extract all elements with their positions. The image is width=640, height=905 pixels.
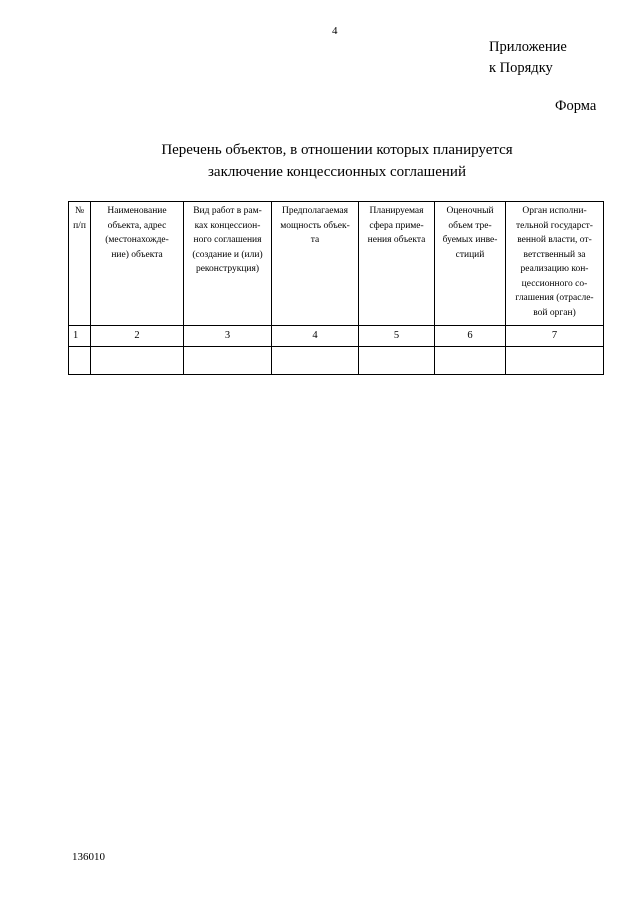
appendix-line-2: к Порядку (489, 60, 553, 76)
page-number: 4 (332, 25, 338, 37)
header-text: реконструкция) (195, 264, 260, 274)
header-text: ние) объекта (111, 249, 163, 260)
header-text: Планируемая (369, 206, 424, 216)
header-text: Оценочный (446, 206, 494, 216)
document-title (120, 139, 554, 183)
header-text: венной власти, от- (517, 235, 592, 245)
empty-cell (359, 347, 435, 375)
form-label: Форма (555, 98, 597, 114)
header-cell-authority (506, 202, 604, 326)
header-cell-work-type (184, 202, 272, 326)
appendix-note (489, 37, 567, 79)
header-text: № (74, 206, 85, 216)
header-text: Предполагаемая (281, 206, 349, 216)
header-text: объекта, адрес (107, 220, 167, 231)
header-text: (местонахожде- (105, 235, 169, 245)
empty-data-row (69, 347, 604, 375)
header-text: п/п (73, 220, 86, 231)
column-number-cell: 1 (69, 326, 91, 347)
header-cell-object-name (91, 202, 184, 326)
header-text: та (310, 235, 320, 245)
header-text: объем тре- (448, 220, 492, 231)
table-header-row (69, 202, 604, 326)
header-text: Наименование (107, 206, 167, 216)
header-text: мощность объек- (280, 220, 350, 231)
title-line-1: Перечень объектов, в отношении которых планируется (161, 142, 513, 158)
empty-cell (506, 347, 604, 375)
column-number-cell: 3 (184, 326, 272, 347)
header-text: ного соглашения (193, 235, 262, 245)
header-text: стиций (455, 249, 485, 260)
header-text: ках концессион- (194, 220, 261, 231)
header-text: тельной государст- (516, 220, 593, 231)
header-text: Орган исполни- (522, 206, 587, 216)
empty-cell (69, 347, 91, 375)
column-number-cell: 4 (272, 326, 359, 347)
column-number-cell: 7 (506, 326, 604, 347)
header-cell-investment (435, 202, 506, 326)
column-number-cell: 2 (91, 326, 184, 347)
header-text: буемых инве- (442, 235, 498, 245)
header-text: нения объекта (367, 235, 426, 245)
footer-code: 136010 (72, 851, 105, 863)
column-number-cell: 6 (435, 326, 506, 347)
column-number-cell: 5 (359, 326, 435, 347)
header-cell-application-area (359, 202, 435, 326)
header-text: цессионного со- (521, 278, 588, 289)
objects-table (68, 201, 604, 375)
header-text: глашения (отрасле- (515, 293, 594, 303)
header-text: Вид работ в рам- (193, 206, 262, 216)
appendix-line-1: Приложение (489, 39, 567, 55)
header-text: (создание и (или) (192, 249, 263, 260)
empty-cell (272, 347, 359, 375)
empty-cell (91, 347, 184, 375)
title-line-2: заключение концессионных соглашений (208, 164, 466, 180)
header-cell-capacity (272, 202, 359, 326)
empty-cell (184, 347, 272, 375)
header-text: реализацию кон- (520, 264, 589, 274)
header-text: сфера приме- (369, 220, 424, 231)
header-text: ветственный за (523, 249, 586, 260)
header-cell-number (69, 202, 91, 326)
column-number-row (69, 326, 604, 347)
header-text: вой орган) (533, 307, 576, 318)
empty-cell (435, 347, 506, 375)
